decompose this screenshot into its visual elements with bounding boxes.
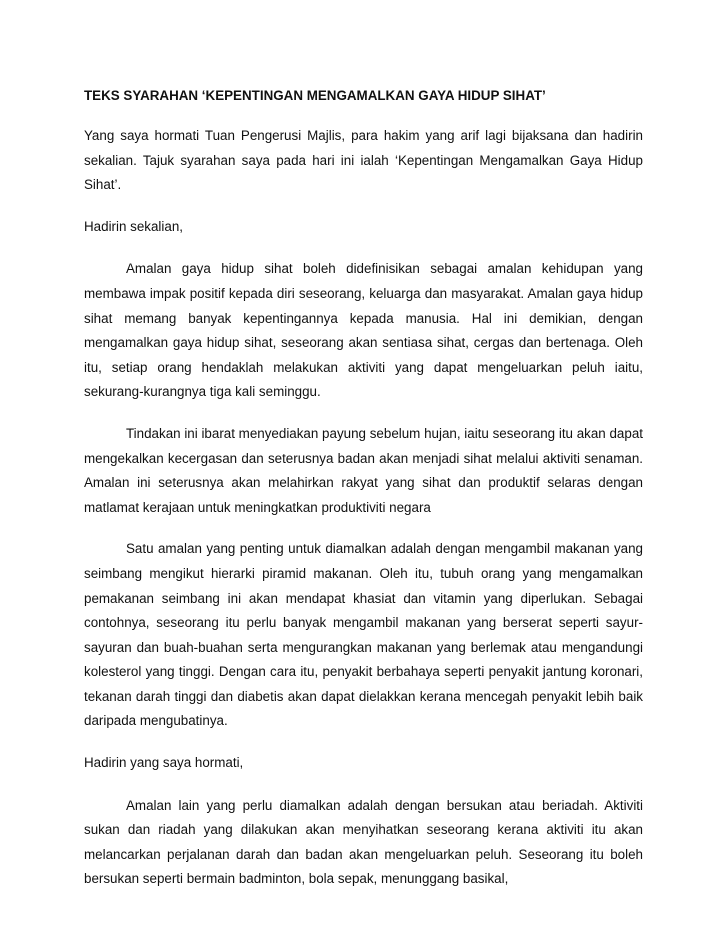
- speech-title: TEKS SYARAHAN ‘KEPENTINGAN MENGAMALKAN GAYA HIDUP SIHAT’: [84, 88, 546, 103]
- body-paragraph-4: Amalan lain yang perlu diamalkan adalah dengan bersukan atau beriadah. Aktiviti sukan dan riadah yang dilakukan akan menyihatkan seseorang kerana aktiviti itu akan melancarkan perjalanan darah dan badan akan mengeluarkan peluh. Seseorang itu boleh bersukan seperti bermain badminton, bola sepak, menunggang basikal,: [84, 797, 643, 887]
- document-page: [84, 86, 643, 892]
- body-paragraph-1: Amalan gaya hidup sihat boleh didefinisikan sebagai amalan kehidupan yang membawa impak positif kepada diri seseorang, keluarga dan masyarakat. Amalan gaya hidup sihat memang banyak kepentingannya kepada manusia. Hal ini demikian, dengan mengamalkan gaya hidup sihat, seseorang akan sentiasa sihat, cergas dan bertenaga. Oleh itu, setiap orang hendaklah melakukan aktiviti yang dapat mengeluarkan peluh iaitu, sekurang-kurangnya tiga kali seminggu.: [84, 261, 643, 400]
- salutation-1: Hadirin sekalian,: [84, 218, 183, 234]
- body-paragraph-3: Satu amalan yang penting untuk diamalkan adalah dengan mengambil makanan yang seimbang mengikut hierarki piramid makanan. Oleh itu, tubuh orang yang mengamalkan pemakanan seimbang ini akan mendapat khasiat dan vitamin yang diperlukan. Sebagai contohnya, seseorang itu perlu banyak mengambil makanan yang berserat seperti sayur-sayuran dan buah-buahan serta mengurangkan makanan yang berlemak atau mengandungi kolesterol yang tinggi. Dengan cara itu, penyakit berbahaya seperti penyakit jantung koronari, tekanan darah tinggi dan diabetis akan dapat dielakkan kerana mencegah penyakit lebih baik daripada mengubatinya.: [84, 541, 643, 729]
- salutation-2: Hadirin yang saya hormati,: [84, 755, 244, 771]
- opening-paragraph: Yang saya hormati Tuan Pengerusi Majlis, para hakim yang arif lagi bijaksana dan hadirin sekalian. Tajuk syarahan saya pada hari ini ialah ‘Kepentingan Mengamalkan Gaya Hidup Sihat’.: [84, 128, 643, 193]
- body-paragraph-2: Tindakan ini ibarat menyediakan payung sebelum hujan, iaitu seseorang itu akan dapat mengekalkan kecergasan dan seterusnya badan akan menjadi sihat melalui aktiviti senaman. Amalan ini seterusnya akan melahirkan rakyat yang sihat dan produktif selaras dengan matlamat kerajaan untuk meningkatkan produktiviti negara: [84, 425, 643, 515]
